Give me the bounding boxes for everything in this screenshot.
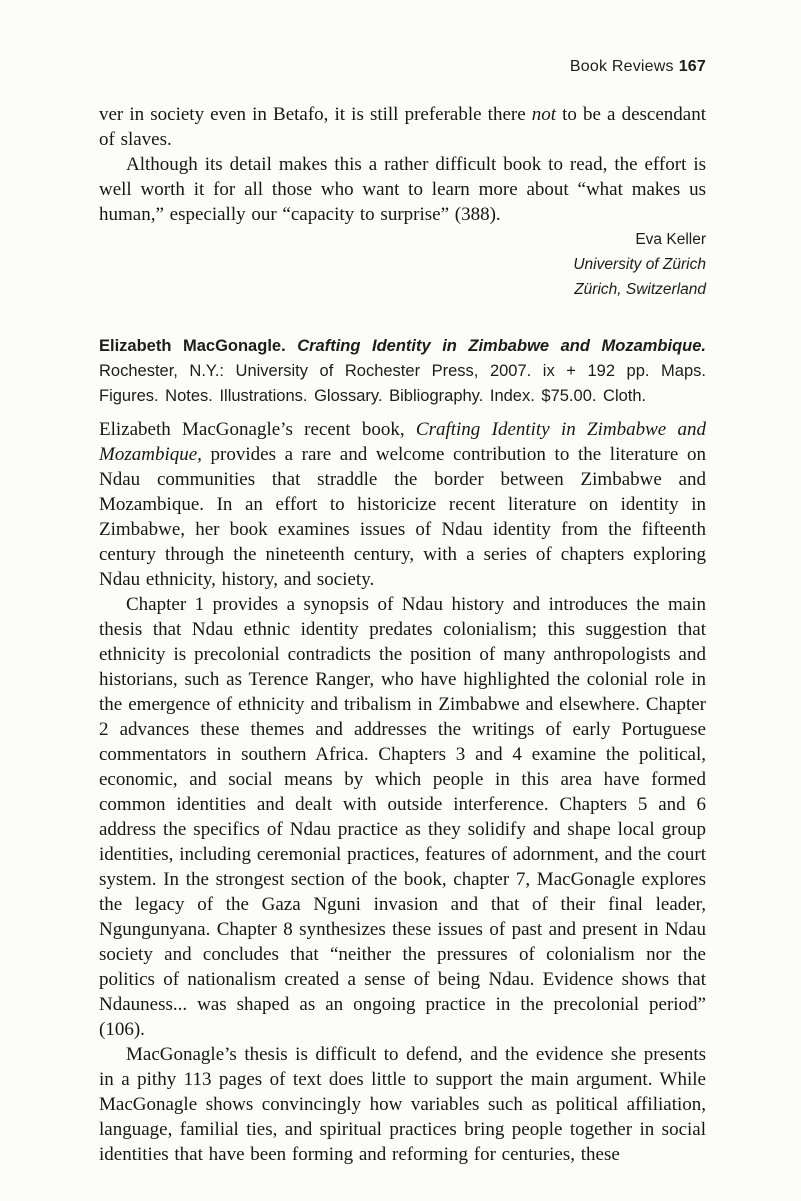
reviewer-affiliation: University of Zürich: [573, 256, 706, 273]
reviewer-signature: [99, 227, 706, 302]
review-paragraph: MacGonagle’s thesis is difficult to defend, and the evidence she presents in a pithy 113 pages of text does little to support the main argument. While MacGonagle shows convincingly how variables such as political affiliation, language, familial ties, and spiritual practices bring people together in social identities that have been forming and reforming for centuries, these: [99, 1044, 706, 1165]
reviewer-location: Zürich, Switzerland: [574, 281, 706, 298]
running-head-label: Book Reviews: [569, 58, 674, 75]
review-paragraph: Although its detail makes this a rather difficult book to read, the effort is well worth it for all those who want to learn more about “what makes us human,” especially our “capacity to surprise” (388).: [99, 154, 706, 225]
running-head: [99, 57, 706, 77]
review-paragraph: Chapter 1 provides a synopsis of Ndau history and introduces the main thesis that Ndau ethnic identity predates colonialism; this suggestion that ethnicity is precolonial contradicts the position of many anthropologists and historians, such as Terence Ranger, who have highlighted the colonial role in the emergence of ethnicity and tribalism in Zimbabwe and elsewhere. Chapter 2 advances these themes and addresses the writings of early Portuguese commentators in southern Africa. Chapters 3 and 4 examine the political, economic, and social means by which people in this area have formed common identities and dealt with outside interference. Chapters 5 and 6 address the specifics of Ndau practice as they solidify and shape local group identities, including ceremonial practices, features of adornment, and the court system. In the strongest section of the book, chapter 7, MacGonagle explores the legacy of the Gaza Nguni invasion and that of their final leader, Ngungunyana. Chapter 8 synthesizes these issues of past and present in Ndau society and concludes that “neither the pressures of colonialism nor the politics of nationalism created a sense of being Ndau. Evidence shows that Ndauness... was shaped as an ongoing practice in the precolonial period” (106).: [99, 594, 706, 1040]
page-number: 167: [678, 58, 706, 75]
reviewer-name: Eva Keller: [635, 231, 706, 248]
previous-review-end: [99, 102, 706, 302]
review-paragraph: Elizabeth MacGonagle’s recent book, Crafting Identity in Zimbabwe and Mozambique, provides a rare and welcome contribution to the literature on Ndau communities that straddle the border between Zimbabwe and Mozambique. In an effort to historicize recent literature on identity in Zimbabwe, her book examines issues of Ndau identity from the fifteenth century through the nineteenth century, with a series of chapters exploring Ndau ethnicity, history, and society.: [99, 419, 706, 590]
review-paragraph-continued: ver in society even in Betafo, it is still preferable there not to be a descendant of slaves.: [99, 104, 706, 150]
book-citation: Elizabeth MacGonagle. Crafting Identity in Zimbabwe and Mozambique. Rochester, N.Y.: University of Rochester Press, 2007. ix + 192 pp. Maps. Figures. Notes. Illustrations. Glossary. Bibliography. Index. $75.00. Cloth.: [99, 337, 706, 405]
review-body: [99, 417, 706, 1167]
